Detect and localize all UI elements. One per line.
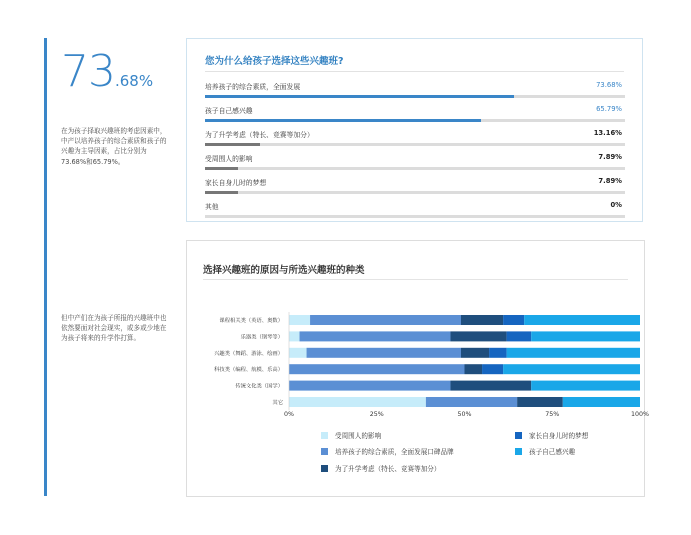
- stacked-bar-chart: [187, 241, 650, 496]
- bar-segment: [503, 315, 524, 325]
- legend-label: 培养孩子的综合素质，全面发展口碑品牌: [335, 448, 454, 456]
- chart-title: 选择兴趣班的原因与所选兴趣班的种类: [203, 265, 365, 276]
- bar-segment: [307, 348, 461, 358]
- survey-item: [205, 153, 625, 173]
- survey-item-percent: 65.79%: [596, 105, 622, 113]
- progress-fill: [205, 143, 260, 146]
- legend-swatch: [515, 448, 522, 455]
- bar-segment: [503, 364, 640, 374]
- bar-segment: [289, 381, 450, 391]
- progress-track: [205, 191, 625, 194]
- summary-text: 在为孩子择取兴趣班的考虑因素中，中产以培养孩子的综合素质和孩子的兴趣为主导因素，占比分别为73.68%和65.79%。: [61, 127, 167, 166]
- y-tick-label: 科技类（编程、航模、乐高）: [214, 367, 283, 374]
- survey-item-label: 其他: [205, 203, 219, 211]
- x-tick-label: 100%: [630, 411, 650, 418]
- bar-segment: [450, 331, 506, 341]
- chart-panel: [186, 240, 650, 497]
- progress-track: [205, 215, 625, 218]
- bar-segment: [300, 331, 451, 341]
- survey-item-percent: 7.89%: [598, 153, 622, 161]
- legend-item: [321, 446, 454, 456]
- y-tick-label: 其它: [272, 400, 283, 406]
- note-text: 但中产们在为孩子所报的兴趣班中也依然要面对社会现实，或多或少地在为孩子将来的升学作打算。: [61, 314, 167, 343]
- progress-track: [205, 143, 625, 146]
- bar-segment: [482, 364, 503, 374]
- bar-segment: [450, 381, 531, 391]
- x-tick-label: 50%: [457, 411, 472, 418]
- legend-swatch: [321, 448, 328, 455]
- legend-item: [321, 430, 381, 440]
- accent-bar: [44, 38, 47, 496]
- bar-segment: [489, 348, 507, 358]
- progress-fill: [205, 167, 238, 170]
- x-tick-label: 75%: [545, 411, 560, 418]
- bar-segment: [563, 397, 640, 407]
- bar-segment: [289, 397, 426, 407]
- survey-item-label: 培养孩子的综合素质，全面发展: [205, 83, 301, 91]
- survey-item-percent: 73.68%: [596, 81, 622, 89]
- stat-integer: 73: [61, 46, 115, 97]
- survey-item-label: 受周围人的影响: [205, 155, 253, 163]
- headline-stat: [61, 46, 154, 97]
- bar-segment: [465, 364, 483, 374]
- x-tick-label: 25%: [369, 411, 384, 418]
- bar-segment: [289, 348, 307, 358]
- bar-segment: [289, 331, 300, 341]
- progress-track: [205, 119, 625, 122]
- survey-item: [205, 177, 625, 197]
- legend-item: [515, 446, 575, 456]
- legend-swatch: [515, 432, 522, 439]
- survey-item: [205, 129, 625, 149]
- bar-segment: [310, 315, 461, 325]
- survey-item-label: 为了升学考虑（特长、竞赛等加分）: [205, 131, 314, 139]
- y-tick-label: 乐器类（钢琴等）: [240, 334, 283, 341]
- survey-item-percent: 13.16%: [593, 129, 622, 137]
- bar-segment: [461, 348, 489, 358]
- divider: [205, 71, 624, 72]
- bar-segment: [461, 315, 503, 325]
- legend-label: 孩子自己感兴趣: [529, 448, 576, 456]
- stat-decimal: .68%: [115, 72, 154, 90]
- bar-segment: [517, 397, 563, 407]
- survey-panel: [186, 38, 643, 222]
- y-tick-label: 兴趣类（舞蹈、游泳、绘画）: [214, 350, 283, 357]
- progress-fill: [205, 119, 481, 122]
- legend-label: 为了升学考虑（特长、竞赛等加分）: [335, 465, 441, 473]
- bar-segment: [531, 381, 640, 391]
- legend-label: 家长自身儿时的梦想: [529, 432, 589, 440]
- legend-swatch: [321, 465, 328, 472]
- progress-fill: [205, 191, 238, 194]
- legend-item: [515, 430, 588, 440]
- bar-segment: [426, 397, 517, 407]
- progress-track: [205, 95, 625, 98]
- legend-label: 受周围人的影响: [335, 432, 382, 440]
- survey-item: [205, 201, 625, 221]
- x-tick-label: 0%: [284, 411, 294, 418]
- y-tick-label: 传统文化类（国学）: [235, 383, 283, 390]
- bar-segment: [289, 364, 465, 374]
- bar-segment: [289, 315, 310, 325]
- survey-item-label: 孩子自己感兴趣: [205, 107, 253, 115]
- bar-segment: [507, 348, 640, 358]
- legend-swatch: [321, 432, 328, 439]
- bar-segment: [524, 315, 640, 325]
- survey-title: 您为什么给孩子选择这些兴趣班?: [205, 56, 344, 67]
- bar-segment: [507, 331, 532, 341]
- survey-item-percent: 0%: [610, 201, 622, 209]
- bar-segment: [531, 331, 640, 341]
- survey-item-percent: 7.89%: [598, 177, 622, 185]
- progress-track: [205, 167, 625, 170]
- survey-item: [205, 81, 625, 101]
- survey-item-label: 家长自身儿时的梦想: [205, 179, 267, 187]
- survey-item: [205, 105, 625, 125]
- legend-item: [321, 463, 441, 473]
- y-tick-label: 课程相关类（英语、奥数）: [219, 318, 283, 324]
- progress-fill: [205, 95, 514, 98]
